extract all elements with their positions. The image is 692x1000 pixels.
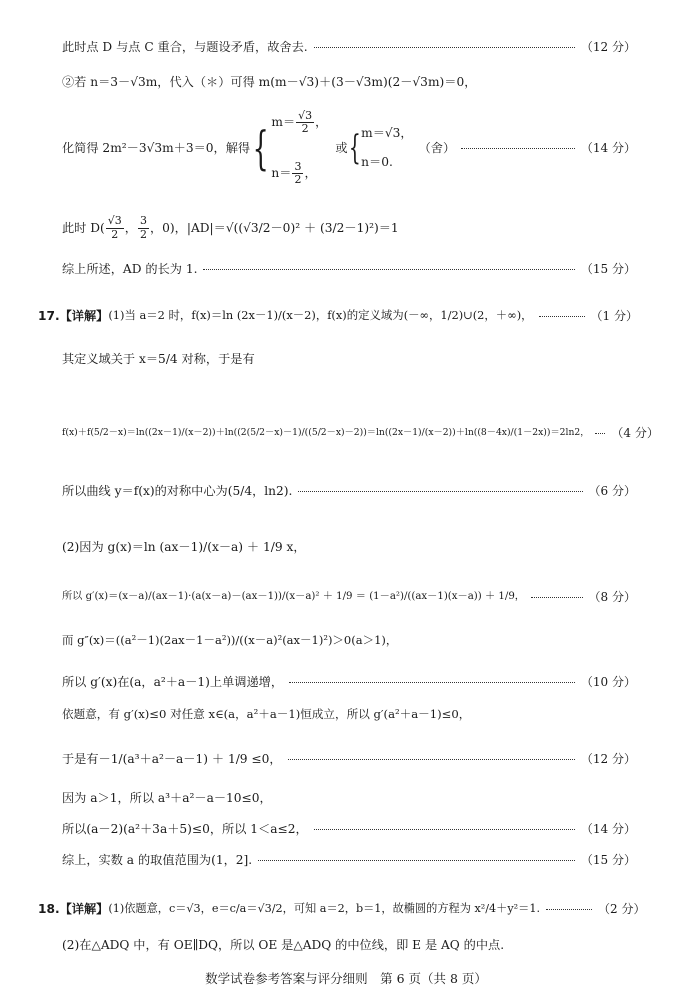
dot-leader <box>539 316 585 317</box>
line-4: 此时 D( √3 2 ， 3 2 ，0)，|AD|＝√((√3/2－0)² ＋ (3/2－1)²)＝1 <box>62 214 399 241</box>
dot-leader <box>546 909 592 910</box>
score: （4 分） <box>611 425 659 440</box>
dot-leader <box>288 759 575 760</box>
detail-tag: 【详解】 <box>59 901 109 916</box>
score: （12 分） <box>580 751 636 766</box>
score: （14 分） <box>580 140 636 155</box>
line-16: 因为 a＞1，所以 a³＋a²－a－10≤0， <box>62 791 272 805</box>
dot-leader <box>461 148 575 149</box>
dot-leader <box>258 860 575 861</box>
dot-leader <box>298 491 582 492</box>
line-11: 所以 g′(x)＝(x－a)/(ax－1)·(a(x－a)－(ax－1))/(x－a)² ＋ 1/9 ＝ (1－a²)/((ax－1)(x－a)) ＋ 1/9， （8 分） <box>62 589 636 604</box>
dot-leader <box>314 829 575 830</box>
line-9: 所以曲线 y＝f(x)的对称中心为(5/4，ln2). （6 分） <box>62 484 636 499</box>
line-19: 18. 【详解】 (1)依题意，c＝√3，e＝c/a＝√3/2，可知 a＝2，b＝1，故椭圆的方程为 x²/4＋y²＝1. （2 分） <box>38 901 646 916</box>
score: （12 分） <box>580 40 636 55</box>
line-17: 所以(a－2)(a²＋3a＋5)≤0，所以 1＜a≤2， （14 分） <box>62 822 636 837</box>
line-12: 而 g″(x)＝((a²－1)(2ax－1－a²))/((x－a)²(ax－1)²)＞0(a＞1)， <box>62 633 398 647</box>
line-14: 依题意，有 g′(x)≤0 对任意 x∈(a，a²＋a－1)恒成立，所以 g′(a²＋a－1)≤0， <box>62 707 471 721</box>
detail-tag: 【详解】 <box>59 308 109 323</box>
dot-leader <box>314 47 575 48</box>
score: （10 分） <box>580 675 636 690</box>
dot-leader <box>203 269 574 270</box>
dot-leader <box>289 682 575 683</box>
line-7: 其定义域关于 x＝5/4 对称，于是有 <box>62 352 255 366</box>
line-1: 此时点 D 与点 C 重合，与题设矛盾，故舍去. （12 分） <box>62 40 636 55</box>
page-footer: 数学试卷参考答案与评分细则 第 6 页（共 8 页） <box>205 971 487 986</box>
line-15: 于是有－1/(a³＋a²－a－1) ＋ 1/9 ≤0， （12 分） <box>62 751 636 766</box>
line-10: (2)因为 g(x)＝ln (ax－1)/(x－a) ＋ 1/9 x， <box>62 540 306 554</box>
left-brace: { <box>252 121 269 175</box>
score: （14 分） <box>580 822 636 837</box>
score: （8 分） <box>588 589 636 604</box>
line-5: 综上所述，AD 的长为 1. （15 分） <box>62 262 636 277</box>
line-6: 17. 【详解】 (1)当 a＝2 时，f(x)＝ln (2x－1)/(x－2)，f(x)的定义域为(－∞，1/2)∪(2，＋∞)， （1 分） <box>38 308 638 323</box>
dot-leader <box>531 597 583 598</box>
line-3: 化简得 2m²－3√3m＋3＝0，解得 { m＝ √3 2 ， n＝ 3 2 ， 或 { m＝√3， n＝0. （舍） （14 分） <box>62 109 636 186</box>
score: （2 分） <box>598 901 646 916</box>
line-18: 综上，实数 a 的取值范围为(1，2]. （15 分） <box>62 853 636 868</box>
line-2: ②若 n＝3－√3m，代入（＊）可得 m(m－√3)＋(3－√3m)(2－√3m)＝0， <box>62 75 477 89</box>
line-20: (2)在△ADQ 中，有 OE∥DQ，所以 OE 是△ADQ 的中位线，即 E 是 AQ 的中点. <box>62 938 505 952</box>
line-8: f(x)＋f(5/2－x)＝ln((2x－1)/(x－2))＋ln((2(5/2－x)－1)/((5/2－x)－2))＝ln((2x－1)/(x－2))＋ln((8－4x)/(1－2x))＝2ln2， （4 分） <box>62 425 659 440</box>
score: （6 分） <box>588 484 636 499</box>
question-number: 17. <box>38 308 60 323</box>
score: （15 分） <box>580 853 636 868</box>
solution-system-2: m＝√3， n＝0. <box>361 126 413 170</box>
score: （15 分） <box>580 262 636 277</box>
question-number: 18. <box>38 901 60 916</box>
score: （1 分） <box>590 308 638 323</box>
left-brace-2: { <box>348 128 361 168</box>
line-13: 所以 g′(x)在(a，a²＋a－1)上单调递增， （10 分） <box>62 675 636 690</box>
dot-leader <box>595 433 605 434</box>
solution-system-1: m＝ √3 2 ， n＝ 3 2 ， <box>271 109 328 186</box>
